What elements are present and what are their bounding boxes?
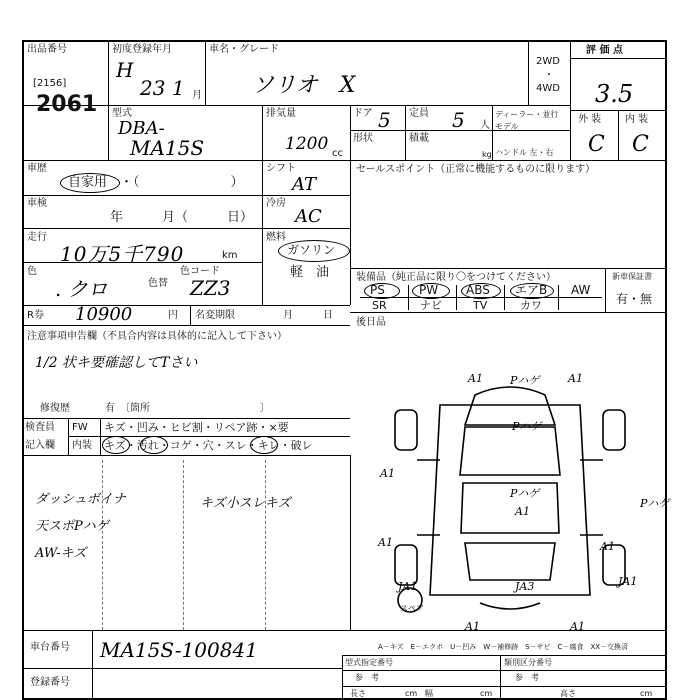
reg-month: 1 — [172, 76, 185, 100]
interior-grade: C — [632, 132, 649, 157]
color-value: . クロ — [55, 277, 108, 301]
ref2-label: 参 考 — [515, 673, 539, 682]
drive-4wd: 4WD — [536, 83, 560, 94]
recycle-label: R券 — [27, 310, 44, 321]
disp-value: 1200 — [285, 134, 329, 154]
inspect-label: 車検 — [27, 198, 47, 209]
fw-row: キズ・凹み・ヒビ割・リペア跡・×要 — [104, 421, 289, 434]
reg-era: H — [116, 58, 134, 82]
model-line2: MA15S — [130, 136, 205, 160]
fuel-label: 燃料 — [266, 232, 286, 243]
disp-label: 排気量 — [266, 108, 296, 119]
lot-label: 出品番号 — [27, 44, 67, 55]
handle-label: ハンドル 左・右 — [495, 148, 554, 157]
ac-label: 冷房 — [266, 198, 286, 209]
dealer-label: ディーラー・並行 — [495, 110, 559, 119]
in-label: 内装 — [72, 440, 92, 451]
mileage-unit: km — [222, 250, 238, 261]
color-code-value: ZZ3 — [190, 276, 231, 300]
equip-abs: ABS — [466, 283, 490, 297]
new-warranty-value: 有・無 — [616, 292, 653, 306]
in-row: キズ・汚れ・コゲ・穴・スレ・キレ・破レ — [104, 439, 313, 452]
mark-right-peel: Pハゲ — [640, 497, 670, 510]
ac-value: AC — [295, 206, 322, 227]
reg-year: 23 — [140, 76, 166, 100]
inspector-label2: 記入欄 — [25, 440, 55, 451]
equip-navi: ナビ — [420, 299, 442, 312]
shift-value: AT — [292, 174, 317, 195]
spare-label: スペア — [400, 604, 424, 613]
door-label: ドア — [353, 108, 373, 119]
color-label: 色 — [27, 266, 37, 277]
reg-number-label: 登録番号 — [30, 677, 70, 688]
equip-leather: カワ — [520, 299, 542, 312]
mark-front-left: A1 — [468, 372, 483, 385]
mark-roof-peel: Pハゲ — [510, 487, 540, 500]
chassis-label: 車台番号 — [30, 642, 70, 653]
history-rest: ・（ ） — [120, 175, 244, 190]
shape-label: 形状 — [353, 133, 373, 144]
interior-label: 内 装 — [625, 114, 649, 125]
mark-rear-ja1: JA1 — [398, 580, 418, 593]
class-label: 類別区分番号 — [504, 658, 552, 667]
mark-bottom-a1b: A1 — [570, 620, 585, 633]
mileage-label: 走行 — [27, 232, 47, 243]
sales-title: セールスポイント（正常に機能するものに限ります） — [356, 164, 596, 175]
color-code-label: 色コード — [180, 266, 220, 277]
remark-roof: 天スポPハゲ — [35, 519, 109, 534]
load-unit: kg — [482, 150, 492, 159]
type-label: 型式指定番号 — [345, 658, 393, 667]
mark-rear-ja1b: JA1 — [618, 575, 638, 588]
length-label: 長さ — [350, 689, 366, 698]
equip-title: 装備品（純正品に限り〇をつけてください） — [356, 272, 556, 283]
recycle-unit: 円 — [168, 310, 178, 321]
exterior-grade: C — [588, 132, 605, 157]
repair-label: 修復歴 — [40, 403, 70, 414]
shift-label: シフト — [266, 163, 296, 174]
name-change-fmt: 月 日 — [283, 310, 333, 321]
mileage-value: 10万5千790 — [60, 242, 185, 266]
color-change-label: 色替 — [148, 278, 168, 289]
disp-unit: cc — [332, 148, 343, 159]
repair-value: 有 — [105, 403, 115, 414]
cm2-label: cm — [480, 689, 493, 698]
history-value: 自家用 — [68, 175, 108, 190]
note-text: 1/2 状キ要確認してTさい — [35, 355, 198, 371]
history-label: 車歴 — [27, 163, 47, 174]
chassis-value: MA15S-100841 — [100, 638, 258, 662]
cm1-label: cm — [405, 689, 418, 698]
drive-dot: ・ — [544, 70, 554, 81]
remark-aw: AW-キズ — [35, 546, 87, 561]
new-warranty-label: 新車保証書 — [612, 272, 652, 281]
model-label2: モデル — [495, 122, 519, 131]
equip-pw: PW — [419, 283, 439, 297]
height-label: 高さ — [560, 689, 576, 698]
equip-sr: SR — [372, 299, 387, 312]
exterior-label: 外 装 — [578, 114, 602, 125]
recycle-value: 10900 — [75, 304, 133, 325]
ref1-label: 参 考 — [355, 673, 379, 682]
in-scuff-circle — [250, 436, 278, 454]
equip-ps: PS — [370, 283, 385, 297]
repair-brackets: 〔箇所 〕 — [120, 403, 270, 414]
reg-label: 初度登録年月 — [112, 44, 172, 55]
remark-dashboard: ダッシュボイナ — [35, 492, 126, 507]
width-label: 幅 — [425, 689, 433, 698]
score-value: 3.5 — [595, 80, 634, 108]
door-value: 5 — [378, 108, 391, 132]
fw-label: FW — [72, 422, 88, 433]
name-change-label: 名変期限 — [195, 310, 235, 321]
mark-bottom-a1: A1 — [465, 620, 480, 633]
model-line1: DBA- — [118, 118, 165, 139]
mark-front-peel: Pハゲ — [510, 374, 540, 387]
mark-roof-a1: A1 — [515, 505, 530, 518]
lot-number: 2061 — [36, 92, 98, 117]
equip-aw: AW — [571, 283, 591, 297]
inspector-label1: 検査員 — [25, 422, 55, 433]
mark-hood-peel: Pハゲ — [512, 420, 542, 433]
inspect-fmt: 年 月（ 日） — [110, 210, 254, 225]
score-label: 評 価 点 — [586, 45, 623, 56]
remark-scratch: キズ小スレキズ — [200, 496, 291, 511]
equip-tv: TV — [473, 299, 488, 312]
car-name: ソリオ X — [252, 73, 356, 98]
reg-month-unit: 月 — [192, 90, 202, 101]
mark-left-a1: A1 — [380, 467, 395, 480]
post-label: 後日品 — [356, 317, 386, 328]
damage-legend: A－キズ E－エクボ U－凹み W－補修跡 S－サビ C－腐食 XX－交換済 — [378, 643, 629, 651]
fuel-oil: 軽 油 — [290, 265, 330, 280]
notes-title: 注意事項申告欄（不具合内容は具体的に記入して下さい） — [27, 331, 287, 342]
mark-rear-ja3: JA3 — [515, 580, 535, 593]
model-label: 型式 — [112, 108, 132, 119]
equip-airbag: エアB — [515, 283, 548, 297]
cm3-label: cm — [640, 689, 653, 698]
load-label: 積載 — [409, 133, 429, 144]
cap-value: 5 — [452, 108, 465, 132]
mark-right-a1: A1 — [600, 540, 615, 553]
cap-unit: 人 — [480, 120, 490, 131]
lot-code: [2156] — [33, 78, 67, 89]
mark-front-right: A1 — [568, 372, 583, 385]
mark-left-a1b: A1 — [378, 536, 393, 549]
in-stain-circle — [140, 436, 168, 454]
name-label: 車名・グレード — [209, 44, 279, 55]
fuel-gas: ガソリン — [287, 243, 336, 257]
in-scratch-circle — [102, 436, 130, 454]
drive-2wd: 2WD — [536, 56, 560, 67]
cap-label: 定員 — [409, 108, 429, 119]
